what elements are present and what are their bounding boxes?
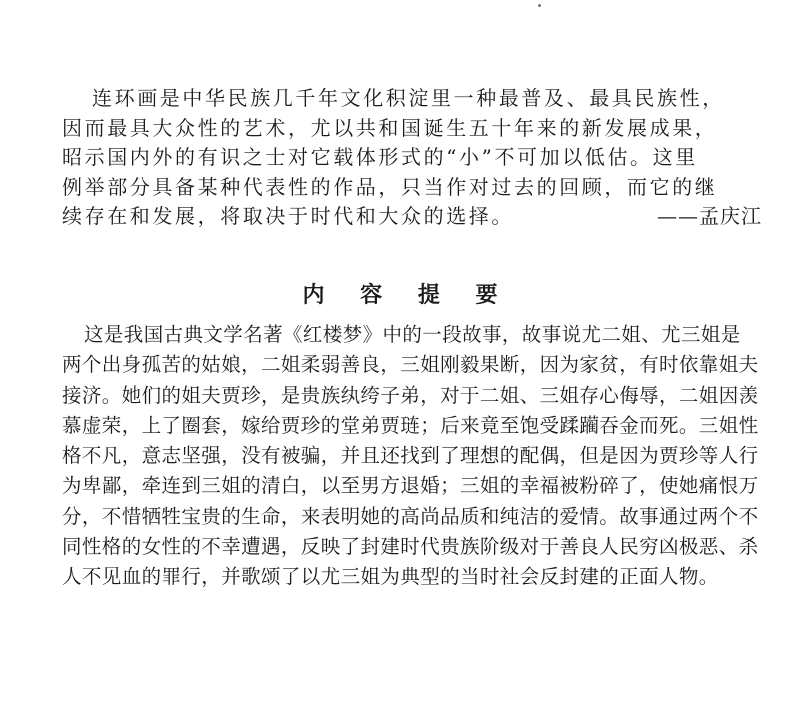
preface-last-line — [62, 202, 762, 232]
preface-line: 连环画是中华民族几千年文化积淀里一种最普及、最具民族性， — [92, 86, 725, 110]
summary-line: 为卑鄙，牵连到三姐的清白，以至男方退婚；三姐的幸福被粉碎了，使她痛恨万 — [62, 474, 759, 498]
summary-line: 两个出身孤苦的姑娘，二姐柔弱善良，三姐刚毅果断，因为家贫，有时依靠姐夫 — [62, 353, 759, 377]
preface-line: 昭示国内外的有识之士对它载体形式的“小”不可加以低估。这里 — [62, 145, 698, 169]
summary-line: 格不凡，意志坚强，没有被骗，并且还找到了理想的配偶，但是因为贾珍等人行 — [62, 444, 759, 468]
summary-paragraph — [62, 320, 772, 593]
summary-line: 同性格的女性的不幸遭遇，反映了封建时代贵族阶级对于善良人民穷凶极恶、杀 — [62, 535, 759, 559]
summary-line: 人不见血的罪行，并歌颂了以尤三姐为典型的当时社会反封建的正面人物。 — [62, 565, 719, 589]
preface-line: 因而最具大众性的艺术，尤以共和国诞生五十年来的新发展成果， — [62, 115, 718, 140]
summary-line: 这是我国古典文学名著《红楼梦》中的一段故事，故事说尤二姐、尤三姐是 — [84, 323, 741, 346]
summary-line: 慕虚荣，上了圈套，嫁给贾珍的堂弟贾琏；后来竟至饱受蹂躏吞金而死。三姐性 — [62, 413, 759, 437]
preface-line: 续存在和发展，将取决于时代和大众的选择。 — [62, 204, 514, 228]
summary-line: 分，不惜牺牲宝贵的生命，来表明她的高尚品质和纯洁的爱情。故事通过两个不 — [62, 504, 759, 528]
summary-title: 内 容 提 要 — [302, 283, 512, 308]
summary-line: 接济。她们的姐夫贾珍，是贵族纨绔子弟，对于二姐、三姐存心侮辱，二姐因羡 — [62, 383, 759, 407]
preface-line: 例举部分具备某种代表性的作品，只当作对过去的回顾，而它的继 — [62, 174, 718, 199]
preface-signature: ——孟庆江 — [657, 204, 762, 228]
preface-paragraph — [62, 84, 762, 232]
scan-speck — [538, 4, 541, 7]
